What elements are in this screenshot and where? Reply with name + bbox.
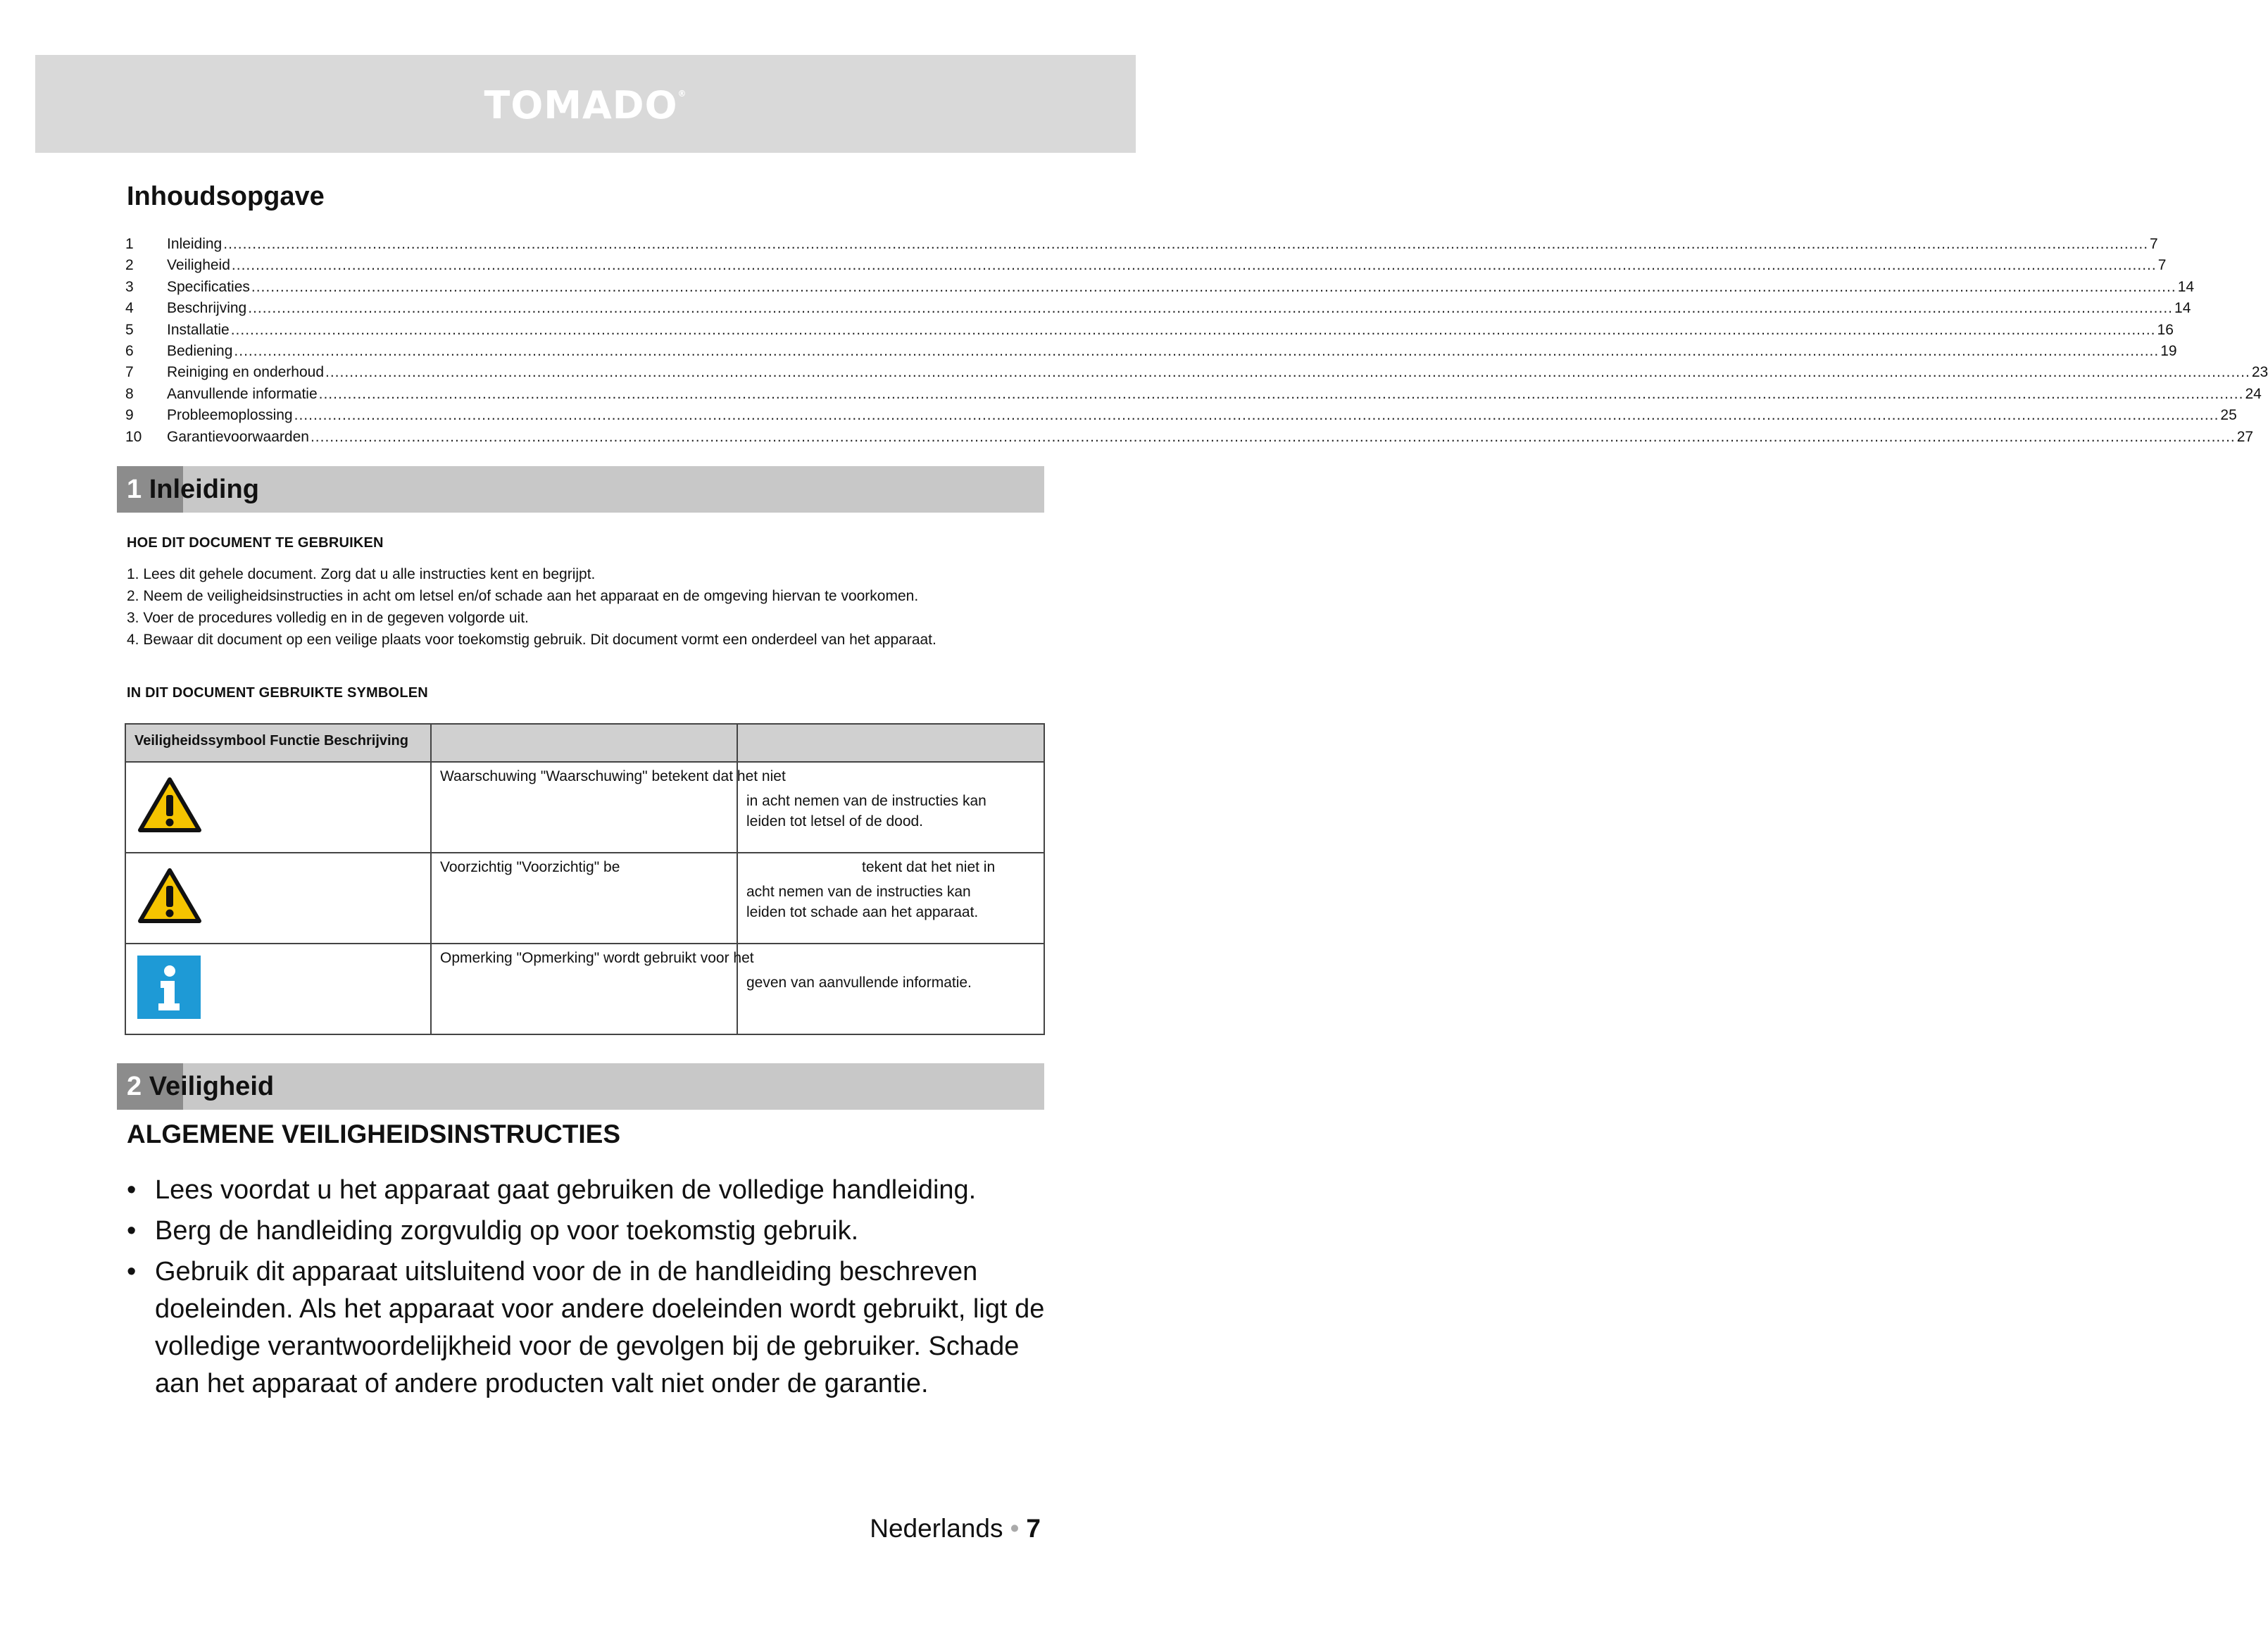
brand-logo: TOMADO® (484, 83, 687, 127)
usage-step: 3. Voer de procedures volledig en in de gegeven volgorde uit. (127, 610, 529, 626)
toc-item[interactable]: 8 Aanvullende informatie ................................................................................................................................................................................................................................................................................................................................................................................................................ 24 (125, 384, 1044, 405)
list-item: • Berg de handleiding zorgvuldig op voor toekomstig gebruik. (127, 1216, 859, 1246)
toc-leader: ................................................................................................................................................................................................................................................................................................................................................................................................................ (310, 428, 2236, 445)
general-safety-heading: ALGEMENE VEILIGHEIDSINSTRUCTIES (127, 1120, 621, 1148)
toc-leader: ................................................................................................................................................................................................................................................................................................................................................................................................................ (223, 236, 2149, 252)
toc-item[interactable]: 9 Probleemoplossing ................................................................................................................................................................................................................................................................................................................................................................................................................ 25 (125, 405, 1044, 426)
table-header-row (125, 724, 1044, 762)
caution-icon (137, 868, 202, 928)
symbols-table (125, 723, 1045, 1035)
toc-item[interactable]: 1 Inleiding ................................................................................................................................................................................................................................................................................................................................................................................................................ 7 (125, 234, 1044, 255)
symbol-function-text: Opmerking "Opmerking" wordt gebruikt voor het (440, 950, 754, 966)
safety-bullet-list (127, 1172, 1056, 1406)
toc-leader: ................................................................................................................................................................................................................................................................................................................................................................................................................ (231, 257, 2157, 274)
toc-leader: ................................................................................................................................................................................................................................................................................................................................................................................................................ (318, 385, 2244, 402)
warning-icon (137, 777, 202, 837)
usage-step: 4. Bewaar dit document op een veilige plaats voor toekomstig gebruik. Dit document vormt een onderdeel van het apparaat. (127, 632, 936, 648)
symbols-heading: IN DIT DOCUMENT GEBRUIKTE SYMBOLEN (127, 685, 428, 701)
usage-step: 1. Lees dit gehele document. Zorg dat u alle instructies kent en begrijpt. (127, 566, 596, 582)
section-title: 2 Veiligheid (127, 1072, 275, 1101)
section-heading-inleiding (117, 466, 1044, 513)
table-of-contents (125, 234, 2268, 448)
toc-item[interactable]: 2 Veiligheid ................................................................................................................................................................................................................................................................................................................................................................................................................ 7 (125, 255, 1044, 276)
toc-leader: ................................................................................................................................................................................................................................................................................................................................................................................................................ (248, 300, 2174, 317)
toc-leader: ................................................................................................................................................................................................................................................................................................................................................................................................................ (230, 321, 2156, 338)
toc-leader: ................................................................................................................................................................................................................................................................................................................................................................................................................ (325, 364, 2250, 381)
toc-title: Inhoudsopgave (127, 182, 325, 211)
toc-item[interactable]: 6 Bediening ................................................................................................................................................................................................................................................................................................................................................................................................................ 19 (125, 341, 1044, 362)
page-footer: Nederlands • 7 (870, 1514, 1041, 1543)
toc-leader: ................................................................................................................................................................................................................................................................................................................................................................................................................ (251, 278, 2176, 295)
toc-item[interactable]: 5 Installatie ................................................................................................................................................................................................................................................................................................................................................................................................................ 16 (125, 320, 1044, 341)
list-item: • Gebruik dit apparaat uitsluitend voor de in de handleiding beschreven doeleinden. Als het apparaat voor andere doeleinden wordt gebruikt, ligt de volledige verantwoordelijkheid voor de gevolgen bij de gebruiker. Schade aan het apparaat of andere producten valt niet onder de garantie. (127, 1257, 1045, 1398)
toc-item[interactable]: 7 Reiniging en onderhoud ................................................................................................................................................................................................................................................................................................................................................................................................................ 23 (125, 362, 1044, 383)
section-heading-veiligheid (117, 1063, 1044, 1110)
symbol-function-text: Waarschuwing "Waarschuwing" betekent dat het niet (440, 768, 786, 784)
info-icon (137, 956, 201, 1023)
table-header-text: Veiligheidssymbool Functie Beschrijving (134, 733, 408, 749)
symbol-description: in acht nemen van de instructies kan leiden tot letsel of de dood. (746, 793, 986, 829)
usage-steps (127, 563, 936, 651)
symbol-description-top: tekent dat het niet in (862, 859, 996, 875)
symbol-function-text: Voorzichtig "Voorzichtig" be (440, 859, 620, 875)
toc-leader: ................................................................................................................................................................................................................................................................................................................................................................................................................ (234, 342, 2160, 359)
footer-language: Nederlands (870, 1514, 1003, 1543)
toc-item[interactable]: 10 Garantievoorwaarden ................................................................................................................................................................................................................................................................................................................................................................................................................ 27 (125, 427, 1044, 448)
toc-item[interactable]: 4 Beschrijving ................................................................................................................................................................................................................................................................................................................................................................................................................ 14 (125, 298, 1044, 319)
list-item: • Lees voordat u het apparaat gaat gebruiken de volledige handleiding. (127, 1175, 977, 1205)
table-row (125, 853, 1044, 944)
table-row (125, 762, 1044, 853)
header-bar (35, 55, 1136, 153)
symbol-description: geven van aanvullende informatie. (746, 975, 972, 991)
how-to-use-heading: HOE DIT DOCUMENT TE GEBRUIKEN (127, 535, 384, 551)
page-number: 7 (1026, 1514, 1041, 1543)
toc-leader: ................................................................................................................................................................................................................................................................................................................................................................................................................ (294, 407, 2219, 424)
section-title: 1 Inleiding (127, 475, 259, 504)
usage-step: 2. Neem de veiligheidsinstructies in acht om letsel en/of schade aan het apparaat en de omgeving hiervan te voorkomen. (127, 588, 919, 604)
toc-item[interactable]: 3 Specificaties ................................................................................................................................................................................................................................................................................................................................................................................................................ 14 (125, 277, 1044, 298)
symbol-description: acht nemen van de instructies kan leiden tot schade aan het apparaat. (746, 884, 979, 920)
table-row (125, 944, 1044, 1034)
